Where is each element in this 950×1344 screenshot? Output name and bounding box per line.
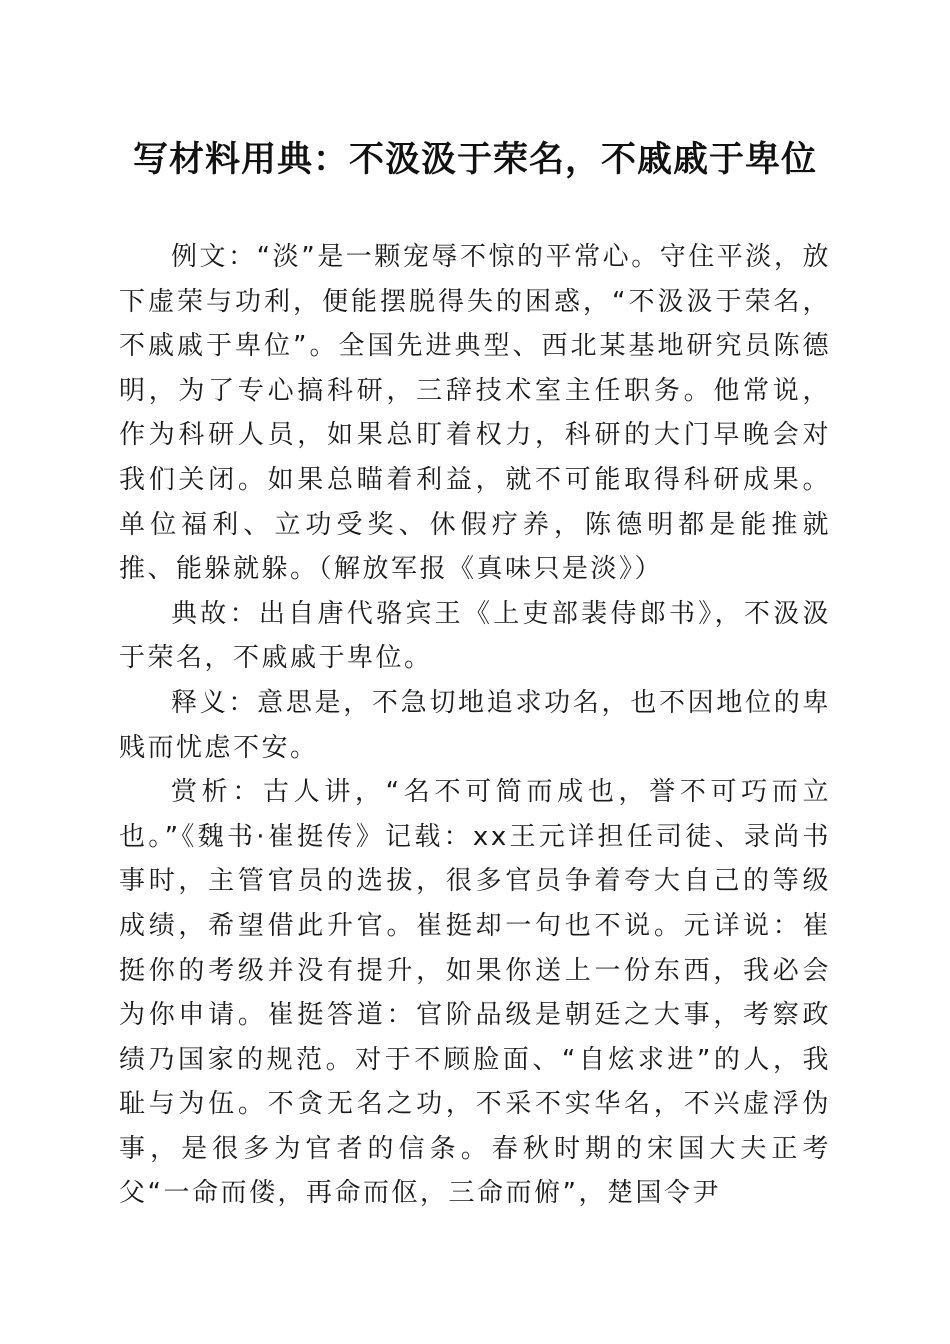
paragraph-meaning: 释义：意思是，不急切地追求功名，也不因地位的卑贱而忧虑不安。: [119, 687, 831, 763]
document-body: [119, 235, 831, 1216]
paragraph-source: 典故：出自唐代骆宾王《上吏部裴侍郎书》，不汲汲于荣名，不戚戚于卑位。: [119, 598, 831, 674]
paragraph-analysis: 赏析：古人讲，“名不可简而成也，誉不可巧而立也。”《魏书·崔挺传》记载：xx王元详担任司徒、录尚书事时，主管官员的选拔，很多官员争着夸大自己的等级成绩，希望借此升官。崔挺却一句也不说。元详说：崔挺你的考级并没有提升，如果你送上一份东西，我必会为你申请。崔挺答道：官阶品级是朝廷之大事，考察政绩乃国家的规范。对于不顾脸面、“自炫求进”的人，我耻与为伍。不贪无名之功，不采不实华名，不兴虚浮伪事，是很多为官者的信条。春秋时期的宋国大夫正考父“一命而偻，再命而伛，三命而俯”，楚国令尹: [119, 777, 831, 1209]
document-title: 写材料用典：不汲汲于荣名，不戚戚于卑位: [132, 139, 817, 180]
paragraph-example: 例文：“淡”是一颗宠辱不惊的平常心。守住平淡，放下虚荣与功利，便能摆脱得失的困惑，“不汲汲于荣名，不戚戚于卑位”。全国先进典型、西北某基地研究员陈德明，为了专心搞科研，三辞技术室主任职务。他常说，作为科研人员，如果总盯着权力，科研的大门早晚会对我们关闭。如果总瞄着利益，就不可能取得科研成果。单位福利、立功受奖、休假疗养，陈德明都是能推就推、能躲就躲。（解放军报《真味只是淡》）: [119, 242, 831, 585]
